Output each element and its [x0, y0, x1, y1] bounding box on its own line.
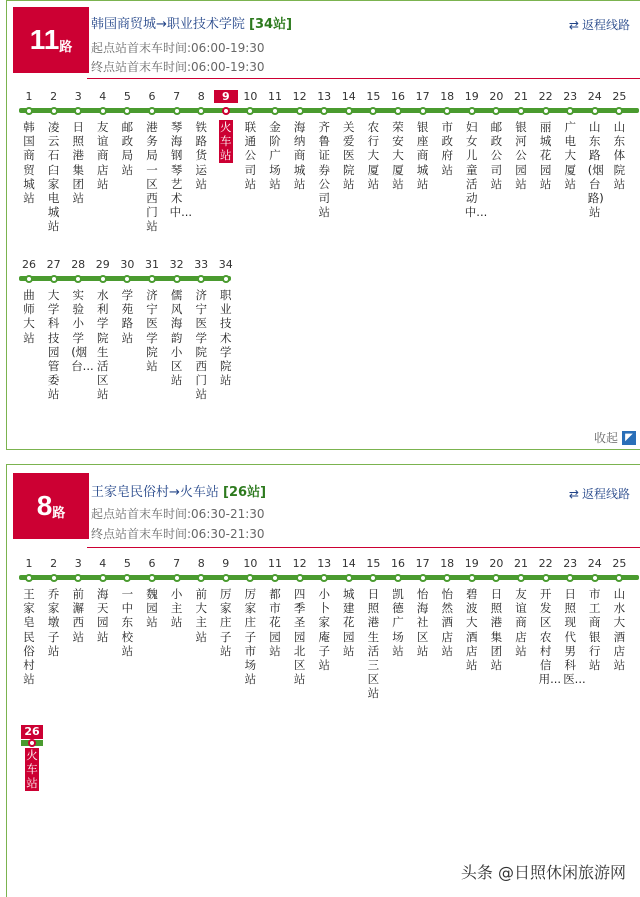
station-number: 15 — [366, 557, 381, 570]
station-name[interactable]: 山东体院站 — [613, 120, 626, 191]
station-number: 31 — [145, 258, 159, 271]
station-name[interactable]: 怡海社区站 — [416, 587, 429, 658]
last-bus-times: 终点站首末车时间:06:00-19:30 — [91, 60, 265, 74]
last-station-name[interactable]: 火车站 — [26, 748, 38, 791]
station-number: 18 — [440, 557, 455, 570]
station-name[interactable]: 怡然酒店站 — [441, 587, 453, 658]
station-name[interactable]: 日照港集团站 — [72, 120, 84, 206]
station-name[interactable]: 前大主站 — [195, 587, 207, 644]
station-number: 12 — [292, 557, 307, 570]
station-number: 2 — [50, 90, 58, 103]
station-number: 13 — [317, 557, 332, 570]
station-name[interactable]: 王家皂民俗村站 — [23, 587, 35, 687]
station-dot — [148, 275, 156, 283]
station-name[interactable]: 齐鲁证券公司站 — [318, 120, 330, 220]
station-number: 15 — [366, 90, 381, 103]
station-number: 20 — [489, 557, 504, 570]
station-dot — [173, 275, 181, 283]
station-dot — [517, 574, 525, 582]
station-name[interactable]: 联通公司站 — [244, 120, 257, 191]
station-name[interactable]: 职业技术学院站 — [220, 288, 232, 388]
station-number: 5 — [123, 90, 131, 103]
route-suffix: 路 — [59, 39, 73, 55]
station-dot — [25, 107, 33, 115]
station-number: 17 — [415, 557, 430, 570]
station-number: 7 — [173, 90, 181, 103]
station-dot — [443, 574, 451, 582]
station-number: 3 — [74, 557, 82, 570]
station-number: 10 — [243, 90, 258, 103]
station-name[interactable]: 儒风海韵小区站 — [170, 288, 183, 388]
station-dot — [246, 107, 254, 115]
header-divider — [87, 547, 640, 548]
station-name[interactable]: 小主站 — [170, 587, 183, 630]
station-dot — [99, 275, 107, 283]
station-name[interactable]: 山水大酒店站 — [613, 587, 626, 673]
station-dot — [246, 574, 254, 582]
station-number: 3 — [74, 90, 82, 103]
station-number: 13 — [317, 90, 332, 103]
station-name[interactable]: 城建花园站 — [343, 587, 355, 658]
station-dot — [123, 574, 131, 582]
station-number: 23 — [563, 557, 578, 570]
station-dot — [320, 574, 328, 582]
station-dot — [197, 107, 205, 115]
station-number: 25 — [612, 90, 627, 103]
station-number: 34 — [218, 258, 233, 271]
station-name[interactable]: 凯德广场站 — [392, 587, 404, 658]
route-11-panel — [6, 0, 640, 450]
station-name[interactable]: 海天园站 — [97, 587, 109, 644]
station-dot — [517, 107, 525, 115]
station-dot — [271, 574, 279, 582]
station-dot — [74, 275, 82, 283]
station-dot — [419, 107, 427, 115]
station-dot — [443, 107, 451, 115]
station-dot — [197, 275, 205, 283]
collapse-label: 收起 — [593, 431, 618, 445]
station-name[interactable]: 丽城花园站 — [539, 120, 552, 191]
station-number: 26 — [22, 258, 36, 271]
station-name[interactable]: 水利学院生活区站 — [97, 288, 109, 402]
station-dot — [99, 574, 107, 582]
station-number: 16 — [391, 90, 405, 103]
station-dot — [50, 275, 58, 283]
station-number: 5 — [123, 557, 131, 570]
station-number: 9 — [214, 90, 238, 103]
station-dot — [74, 107, 82, 115]
station-number: 16 — [391, 557, 405, 570]
header-divider — [87, 78, 640, 79]
station-number: 10 — [243, 557, 258, 570]
station-number: 7 — [173, 557, 181, 570]
station-name[interactable]: 开发区农村信用... — [538, 587, 562, 687]
station-number: 14 — [341, 90, 356, 103]
station-number: 29 — [95, 258, 110, 271]
station-dot — [123, 275, 131, 283]
last-station-number: 26 — [21, 725, 43, 739]
station-dot — [468, 107, 476, 115]
station-dot — [222, 107, 230, 115]
station-name[interactable]: 银座商城站 — [416, 120, 429, 191]
route-suffix: 路 — [52, 505, 66, 521]
station-dot — [369, 574, 377, 582]
station-dot — [25, 275, 33, 283]
station-name[interactable]: 荣安大厦站 — [392, 120, 404, 191]
station-dot — [173, 574, 181, 582]
station-number: 24 — [587, 90, 602, 103]
station-number: 17 — [415, 90, 430, 103]
station-number: 1 — [25, 557, 33, 570]
station-dot — [222, 574, 230, 582]
station-dot — [591, 107, 599, 115]
route-title-text: 韩国商贸城→职业技术学院 — [91, 17, 245, 32]
station-name[interactable]: 友谊商店站 — [515, 587, 527, 658]
station-name[interactable]: 琴海钢琴艺术中... — [169, 120, 193, 220]
station-name[interactable]: 四季圣园北区站 — [293, 587, 306, 687]
station-name[interactable]: 铁路货运站 — [195, 120, 207, 191]
station-number: 11 — [268, 557, 282, 570]
station-dot — [74, 574, 82, 582]
station-dot — [542, 574, 550, 582]
station-name[interactable]: 魏园站 — [146, 587, 158, 630]
first-bus-times: 起点站首末车时间:06:30-21:30 — [91, 507, 265, 521]
station-name[interactable]: 山东路(烟台路)站 — [587, 120, 604, 220]
station-name[interactable]: 都市花园站 — [269, 587, 281, 658]
station-name[interactable]: 凌云石臼家电城站 — [47, 120, 60, 234]
station-name[interactable]: 前澥西站 — [72, 587, 84, 644]
station-name[interactable]: 大学科技园管委站 — [47, 288, 60, 402]
route-8-panel — [6, 464, 640, 897]
watermark: 头条 @日照休闲旅游网 — [460, 863, 626, 882]
station-dot — [345, 574, 353, 582]
station-dot — [222, 275, 230, 283]
route-number-badge — [13, 7, 89, 73]
station-name[interactable]: 日照港生活三区站 — [367, 587, 380, 701]
swap-arrows-icon: ⇄ — [568, 17, 579, 32]
station-number: 19 — [464, 90, 479, 103]
station-number: 30 — [120, 258, 135, 271]
station-dot — [148, 574, 156, 582]
station-name[interactable]: 济宁医学院西门站 — [195, 288, 207, 402]
station-dot — [394, 107, 402, 115]
return-route-link[interactable] — [569, 16, 630, 33]
station-name[interactable]: 邮政局站 — [121, 120, 134, 177]
station-number: 11 — [268, 90, 282, 103]
station-dot — [468, 574, 476, 582]
return-route-link[interactable] — [569, 485, 630, 502]
return-route-label: 返程线路 — [581, 487, 630, 501]
station-name[interactable]: 广电大厦站 — [564, 120, 576, 191]
station-dot — [542, 107, 550, 115]
station-name[interactable]: 学苑路站 — [121, 288, 134, 345]
last-station-block — [21, 725, 43, 791]
station-dot — [566, 574, 574, 582]
station-number: 4 — [99, 557, 107, 570]
station-number: 1 — [25, 90, 33, 103]
station-dot — [419, 574, 427, 582]
station-dot — [394, 574, 402, 582]
station-name[interactable]: 银河公园站 — [515, 120, 527, 191]
station-number: 28 — [71, 258, 86, 271]
station-dot — [148, 107, 156, 115]
station-dot — [492, 107, 500, 115]
station-number: 27 — [46, 258, 61, 271]
station-name[interactable]: 小卜家庵子站 — [318, 587, 330, 673]
station-name[interactable]: 金阶广场站 — [269, 120, 281, 191]
station-name[interactable]: 农行大厦站 — [367, 120, 380, 191]
route-title-text: 王家皂民俗村→火车站 — [91, 485, 219, 500]
station-name[interactable]: 一中东校站 — [121, 587, 134, 658]
station-name[interactable]: 实验小学(烟台... — [71, 288, 94, 374]
station-dot — [320, 107, 328, 115]
station-number: 14 — [341, 557, 356, 570]
station-name[interactable]: 厉家庄子市场站 — [244, 587, 257, 687]
station-number: 21 — [514, 90, 528, 103]
station-name[interactable]: 关爱医院站 — [343, 120, 355, 191]
route-number: 11 — [29, 24, 60, 55]
collapse-button[interactable] — [594, 429, 636, 446]
last-station-line — [21, 740, 43, 746]
station-dot — [296, 574, 304, 582]
station-dot — [28, 739, 36, 747]
station-name[interactable]: 日照现代男科医... — [563, 587, 586, 687]
station-number: 22 — [538, 557, 553, 570]
station-name[interactable]: 邮政公司站 — [490, 120, 503, 191]
route-title — [91, 481, 266, 500]
station-name[interactable]: 海纳商城站 — [293, 120, 306, 191]
station-number: 20 — [489, 90, 504, 103]
station-count: [26站] — [223, 485, 267, 500]
collapse-arrow-icon: ◤ — [622, 431, 636, 445]
station-dot — [123, 107, 131, 115]
station-name[interactable]: 妇女儿童活动中... — [464, 120, 488, 220]
station-dot — [566, 107, 574, 115]
station-name[interactable]: 港务局一区西门站 — [146, 120, 158, 234]
station-number: 6 — [148, 90, 156, 103]
station-dot — [296, 107, 304, 115]
return-route-label: 返程线路 — [581, 18, 630, 32]
station-count: [34站] — [249, 17, 293, 32]
station-dot — [99, 107, 107, 115]
swap-arrows-icon: ⇄ — [568, 486, 579, 501]
route-number: 8 — [36, 490, 53, 521]
station-number: 23 — [563, 90, 578, 103]
last-bus-times: 终点站首末车时间:06:30-21:30 — [91, 527, 265, 541]
station-name[interactable]: 市政府站 — [441, 120, 453, 177]
station-number: 22 — [538, 90, 553, 103]
route-number-badge — [13, 473, 89, 539]
station-name[interactable]: 日照港集团站 — [490, 587, 503, 673]
station-dot — [345, 107, 353, 115]
station-dot — [271, 107, 279, 115]
station-dot — [615, 107, 623, 115]
station-number: 33 — [194, 258, 209, 271]
station-number: 24 — [587, 557, 602, 570]
station-name[interactable]: 火车站 — [220, 120, 232, 163]
station-dot — [50, 107, 58, 115]
station-number: 21 — [514, 557, 528, 570]
station-name[interactable]: 市工商银行站 — [589, 587, 601, 673]
station-number: 9 — [222, 557, 230, 570]
station-dot — [173, 107, 181, 115]
station-dot — [197, 574, 205, 582]
station-number: 12 — [292, 90, 307, 103]
station-number: 2 — [50, 557, 58, 570]
station-name[interactable]: 厉家庄子站 — [220, 587, 232, 658]
station-number: 25 — [612, 557, 627, 570]
station-number: 18 — [440, 90, 455, 103]
station-name[interactable]: 曲师大站 — [23, 288, 35, 345]
station-dot — [615, 574, 623, 582]
first-bus-times: 起点站首末车时间:06:00-19:30 — [91, 41, 265, 55]
station-name[interactable]: 韩国商贸城站 — [23, 120, 35, 206]
station-name[interactable]: 友谊商店站 — [97, 120, 109, 191]
station-dot — [492, 574, 500, 582]
station-number: 6 — [148, 557, 156, 570]
station-dot — [25, 574, 33, 582]
station-number: 32 — [169, 258, 184, 271]
station-number: 19 — [464, 557, 479, 570]
station-number: 4 — [99, 90, 107, 103]
route-title — [91, 13, 292, 32]
station-name[interactable]: 济宁医学院站 — [146, 288, 158, 374]
station-name[interactable]: 乔家墩子站 — [47, 587, 60, 658]
station-dot — [369, 107, 377, 115]
station-name[interactable]: 碧波大酒店站 — [466, 587, 478, 673]
station-number: 8 — [197, 557, 205, 570]
station-number: 8 — [197, 90, 205, 103]
station-dot — [591, 574, 599, 582]
station-dot — [50, 574, 58, 582]
